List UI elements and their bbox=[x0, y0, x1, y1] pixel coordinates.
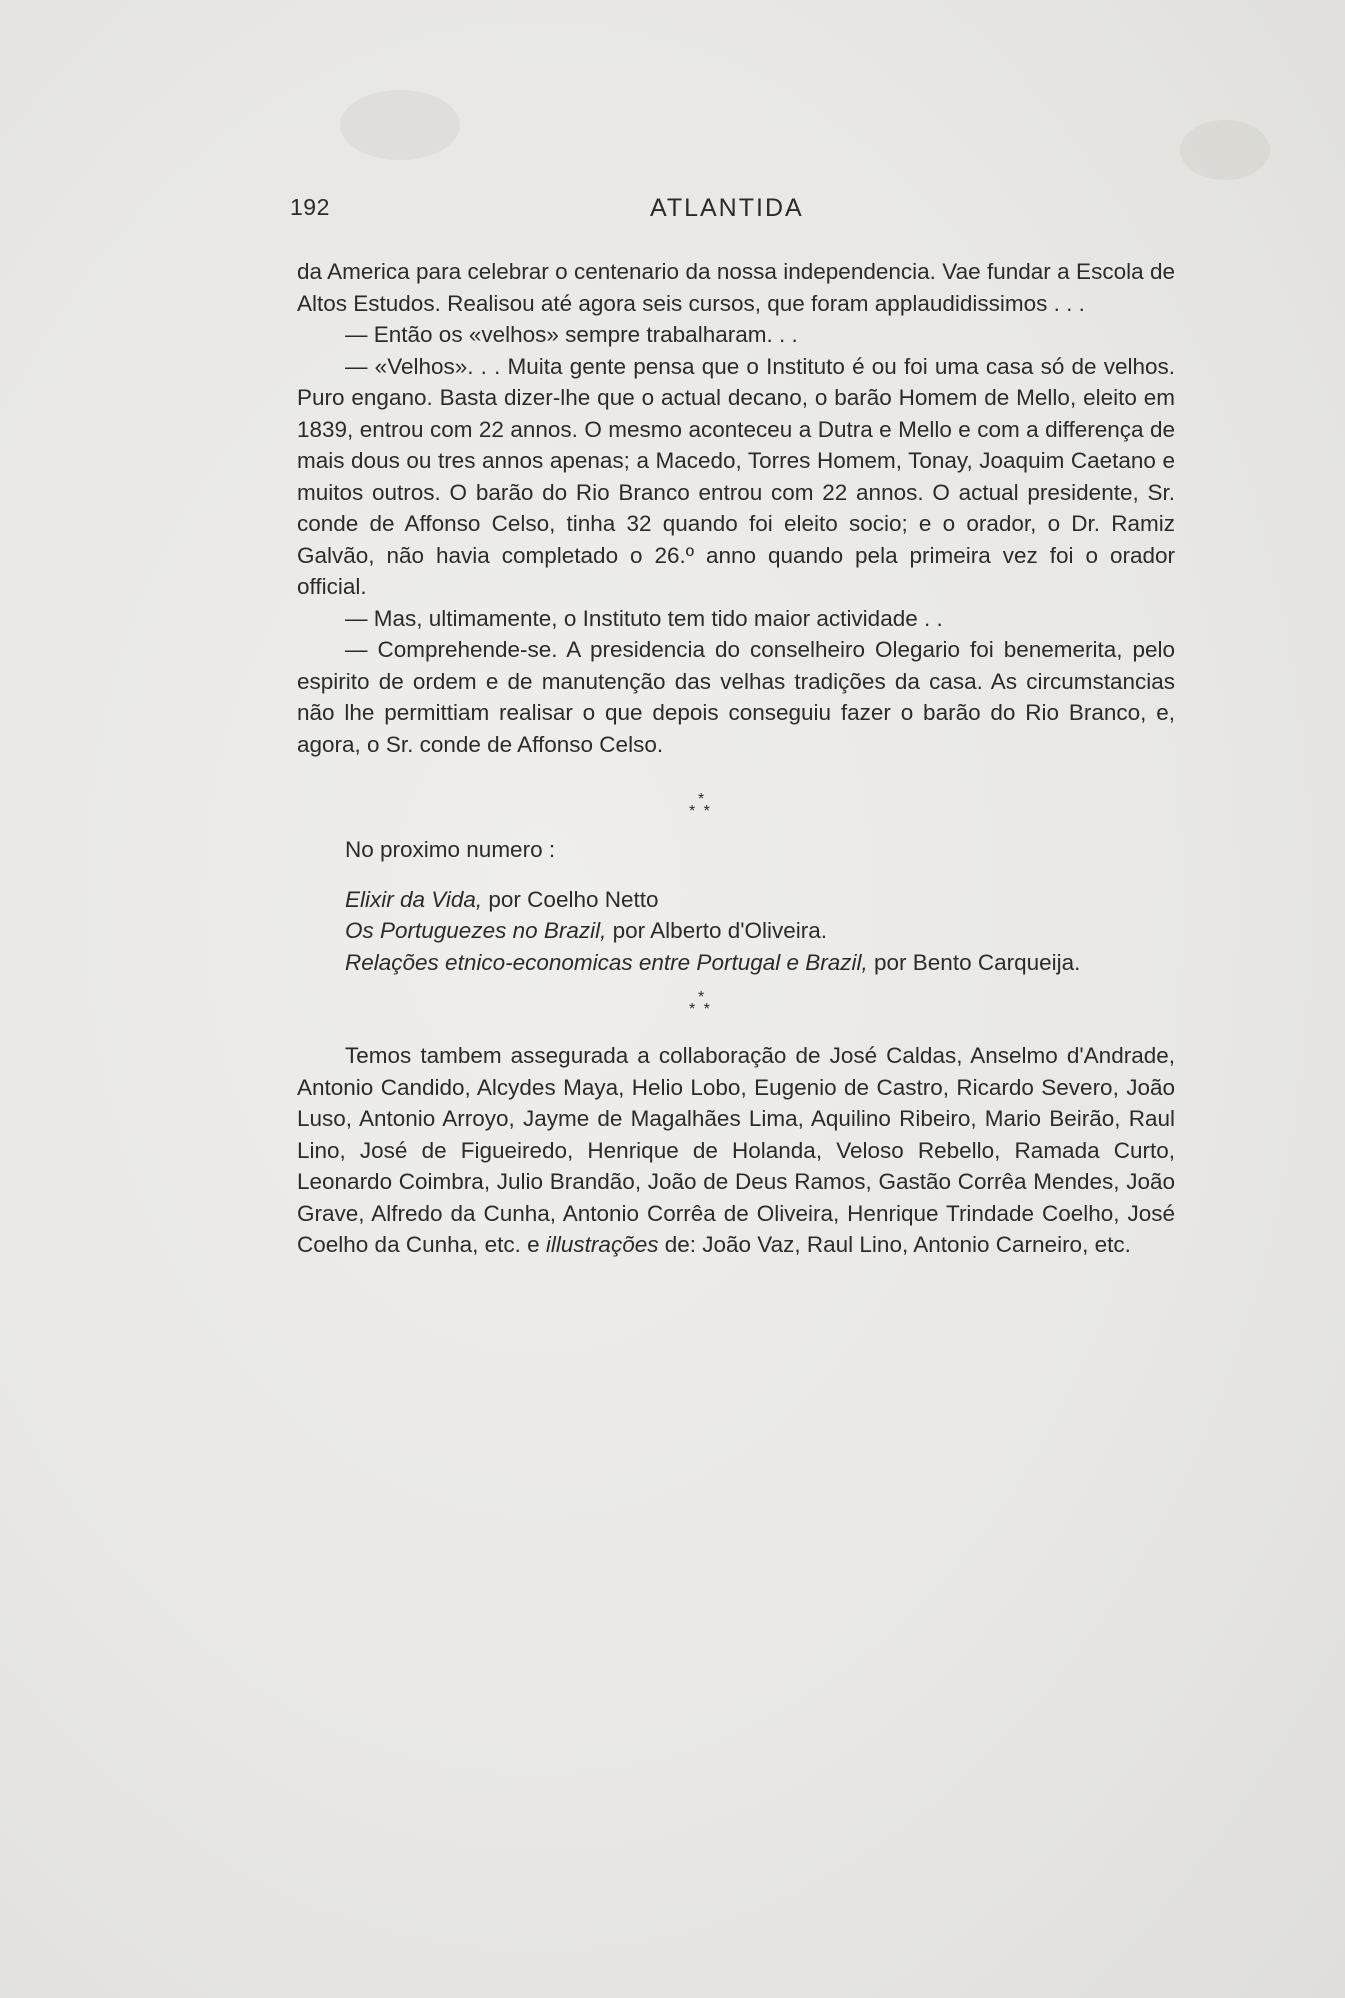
page-number: 192 bbox=[290, 194, 330, 220]
work-title: Elixir da Vida, bbox=[345, 886, 483, 912]
body-text bbox=[297, 256, 1175, 1261]
collaborators-text: Temos tambem assegurada a collaboração de José Caldas, Anselmo d'Andrade, Antonio Candido, Alcydes Maya, Helio Lobo, Eugenio de Castro, Ricardo Severo, João Luso, Antonio Arroyo, Jayme de Magalhães Lima, Aquilino Ribeiro, Mario Beirão, Raul Lino, José de Figueiredo, Henrique de Holanda, Veloso Rebello, Ramada Curto, Leonardo Coimbra, Julio Brandão, João de Deus Ramos, Gastão Corrêa Mendes, João Grave, Alfredo da Cunha, Antonio Corrêa de Oliveira, Henrique Trindade Coelho, José Coelho da Cunha, etc. e bbox=[297, 1043, 1175, 1257]
list-item bbox=[297, 884, 1175, 916]
work-author: por Bento Carqueija. bbox=[867, 949, 1081, 975]
work-title: Os Portuguezes no Brazil, bbox=[345, 918, 607, 943]
section-separator bbox=[297, 986, 1175, 1032]
work-author: por Alberto d'Oliveira. bbox=[606, 918, 828, 943]
list-item bbox=[297, 947, 1175, 979]
next-issue-list bbox=[297, 884, 1175, 979]
illustrations-label: illustrações bbox=[545, 1232, 659, 1257]
paragraph: — Comprehende-se. A presidencia do conselheiro Olegario foi benemerita, pelo espirito de ordem e de manutenção das velhas tradições da casa. As circumstancias não lhe permittiam realisar o que depois conseguiu fazer o barão do Rio Branco, e, agora, o Sr. conde de Affonso Celso. bbox=[297, 637, 1175, 757]
paragraph: — Mas, ultimamente, o Instituto tem tido maior actividade . . bbox=[345, 605, 943, 631]
collaborators-paragraph bbox=[297, 1040, 1175, 1261]
separator-top-star: * bbox=[698, 989, 707, 1006]
next-issue-heading: No proximo numero : bbox=[345, 837, 556, 862]
separator-bottom-stars: * * bbox=[689, 1001, 712, 1018]
work-author: por Coelho Netto bbox=[482, 886, 659, 912]
separator-top-star: * bbox=[698, 791, 707, 808]
paragraph: — Então os «velhos» sempre trabalharam. . . bbox=[345, 322, 798, 347]
illustrators-text: de: João Vaz, Raul Lino, Antonio Carneiro, etc. bbox=[658, 1232, 1131, 1257]
paragraph: da America para celebrar o centenario da nossa independencia. Vae fundar a Escola de Altos Estudos. Realisou até agora seis cursos, que foram applaudidissimos . . . bbox=[297, 259, 1175, 316]
page-header bbox=[290, 194, 1185, 230]
page-stain bbox=[340, 90, 460, 160]
list-item bbox=[297, 915, 1175, 947]
section-separator bbox=[297, 788, 1175, 834]
work-title: Relações etnico-economicas entre Portugal e Brazil, bbox=[345, 949, 868, 975]
separator-bottom-stars: * * bbox=[689, 803, 712, 820]
page-stain bbox=[1180, 120, 1270, 180]
running-head: ATLANTIDA bbox=[650, 194, 804, 222]
paragraph: — «Velhos». . . Muita gente pensa que o Instituto é ou foi uma casa só de velhos. Puro engano. Basta dizer-lhe que o actual decano, o barão Homem de Mello, eleito em 1839, entrou com 22 annos. O mesmo aconteceu a Dutra e Mello e com a differença de mais dous ou tres annos apenas; a Macedo, Torres Homem, Tonay, Joaquim Caetano e muitos outros. O barão do Rio Branco entrou com 22 annos. O actual presidente, Sr. conde de Affonso Celso, tinha 32 quando foi eleito socio; e o orador, o Dr. Ramiz Galvão, não havia completado o 26.º anno quando pela primeira vez foi o orador official. bbox=[297, 353, 1175, 599]
